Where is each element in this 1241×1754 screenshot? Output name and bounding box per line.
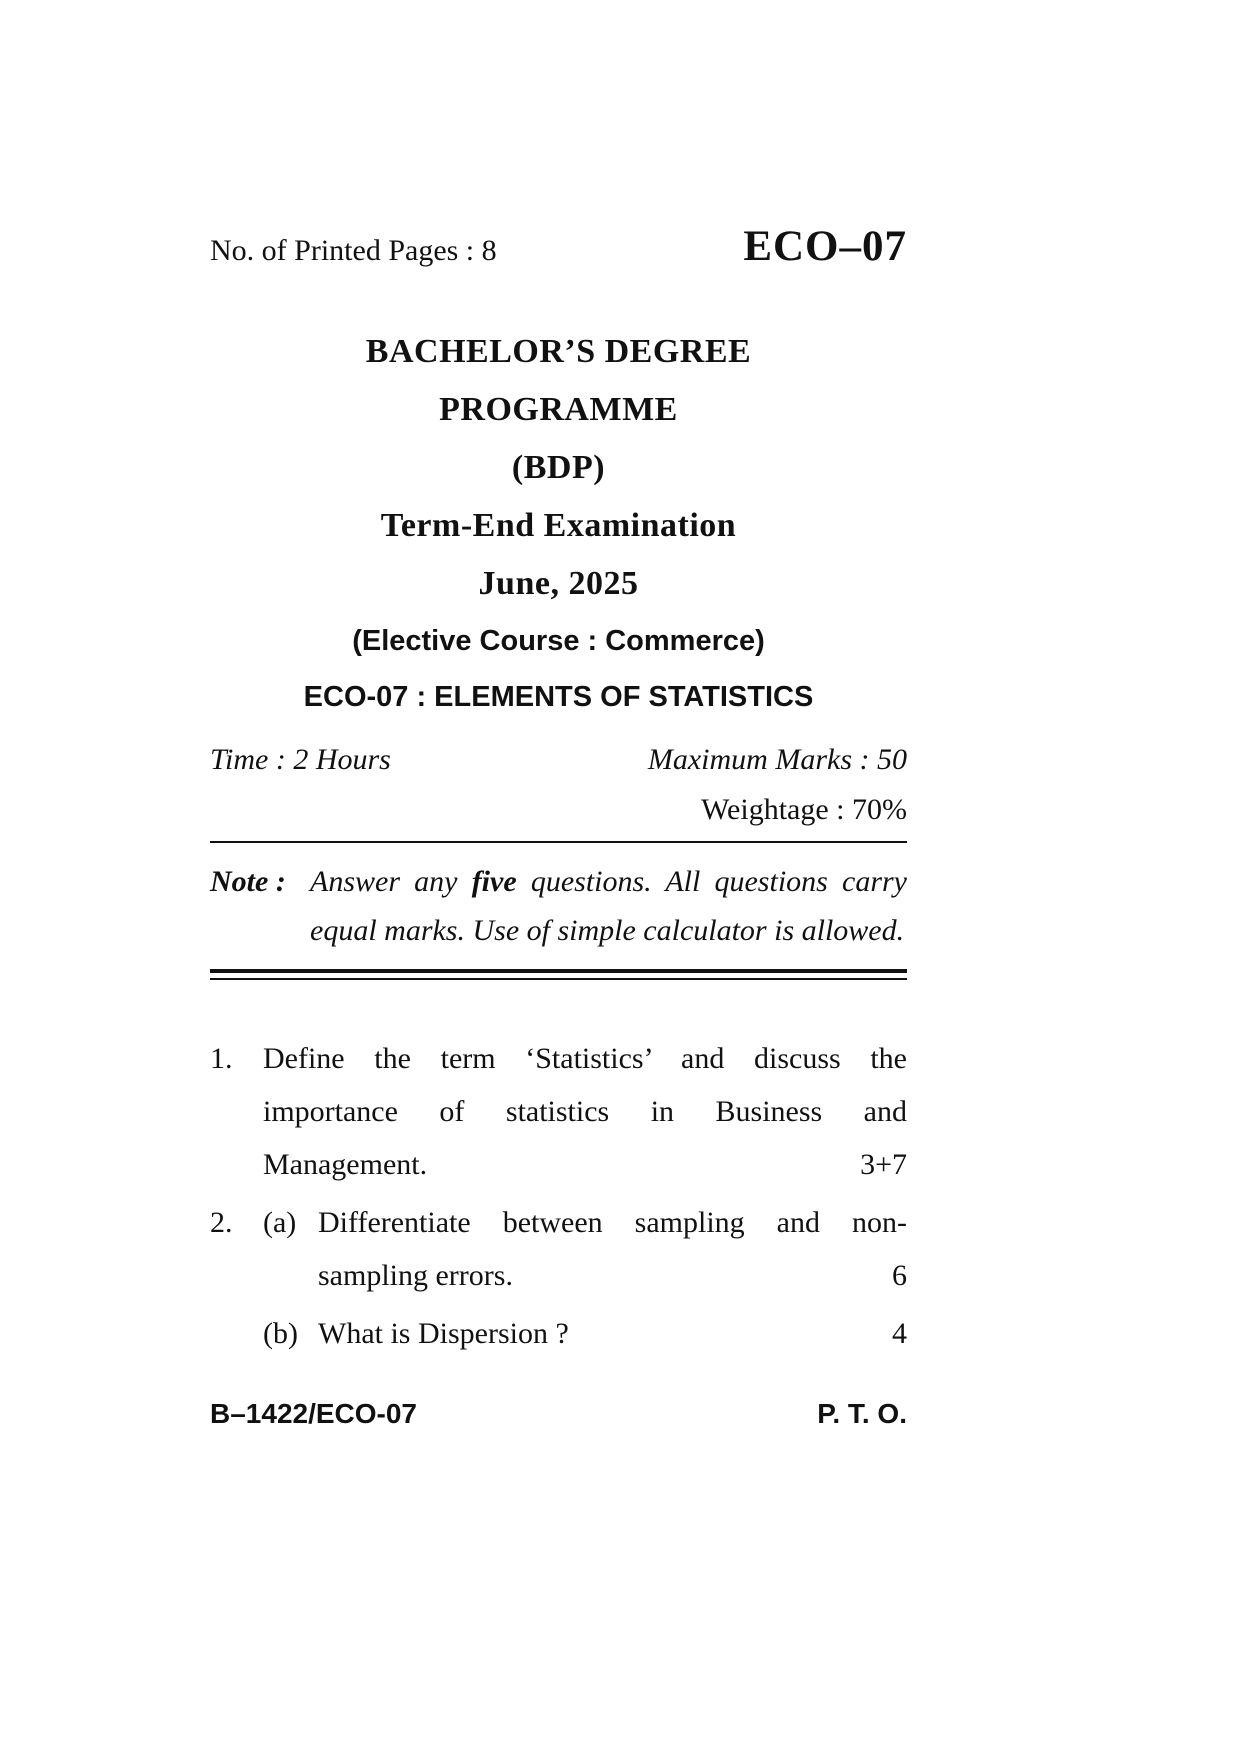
paper-code: ECO–07 xyxy=(743,223,907,270)
title-line-exam: Term-End Examination xyxy=(380,507,737,544)
content-column xyxy=(210,0,907,1365)
title-line-course: ECO-07 : ELEMENTS OF STATISTICS xyxy=(303,681,814,713)
question-text: What is Dispersion ? xyxy=(318,1317,569,1350)
question-sub-label: (a) xyxy=(263,1206,297,1239)
title-line-elective: (Elective Course : Commerce) xyxy=(352,625,765,657)
title-line-session: June, 2025 xyxy=(478,565,639,602)
page-footer xyxy=(210,1398,907,1430)
question-sub-label: (b) xyxy=(263,1317,298,1350)
question-text: Differentiate between sampling and non-sampling errors. xyxy=(318,1206,907,1292)
question-number: 2. xyxy=(210,1206,233,1239)
question-row-2a xyxy=(210,1196,907,1302)
note-paragraph xyxy=(210,857,907,955)
footer-pto-label: P. T. O. xyxy=(817,1398,907,1429)
divider-double-rule xyxy=(210,969,907,980)
divider-single-rule xyxy=(210,841,907,843)
title-line-programme: PROGRAMME xyxy=(439,391,678,428)
question-text-block xyxy=(263,1032,907,1191)
question-row-1 xyxy=(210,1032,907,1191)
note-text-emphasis: five xyxy=(471,865,517,898)
title-line-degree: BACHELOR’S DEGREE xyxy=(365,333,752,370)
printed-pages-label: No. of Printed Pages : 8 xyxy=(210,234,497,267)
note-text-post: questions. All questions carry equal marks. Use of simple calculator is allowed. xyxy=(310,865,907,947)
question-number: 1. xyxy=(210,1042,233,1075)
question-marks: 6 xyxy=(892,1259,907,1292)
note-text-pre: Answer any xyxy=(310,865,472,898)
weightage-label: Weightage : 70% xyxy=(701,793,907,826)
question-text-block xyxy=(318,1196,907,1302)
question-row-2b xyxy=(210,1307,907,1360)
maximum-marks-label: Maximum Marks : 50 xyxy=(647,743,907,776)
question-marks: 4 xyxy=(892,1317,907,1350)
exam-meta-row xyxy=(210,735,907,785)
question-text-block xyxy=(318,1307,907,1360)
time-allowed-label: Time : 2 Hours xyxy=(210,743,391,776)
footer-paper-id: B–1422/ECO-07 xyxy=(210,1398,418,1429)
note-label: Note : xyxy=(210,865,286,898)
question-number xyxy=(210,1307,263,1360)
title-line-bdp: (BDP) xyxy=(511,449,606,486)
question-marks: 3+7 xyxy=(860,1148,907,1181)
question-list xyxy=(210,1032,907,1360)
title-block xyxy=(210,323,907,725)
question-text: Define the term ‘Statistics’ and discuss the importance of statistics in Business and Management. xyxy=(263,1042,907,1181)
header-top-row xyxy=(210,222,907,271)
